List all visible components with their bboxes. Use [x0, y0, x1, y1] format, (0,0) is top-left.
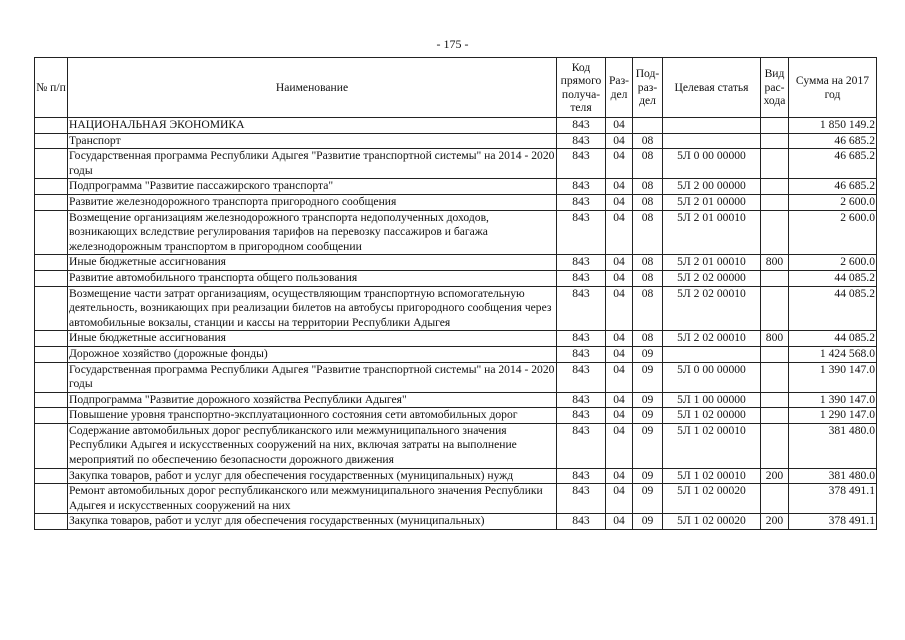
cell-vid: 200 — [761, 514, 789, 530]
cell-name: Подпрограмма "Развитие дорожного хозяйства Республики Адыгея" — [68, 392, 557, 408]
cell-vid: 800 — [761, 255, 789, 271]
cell-podrazdel: 08 — [633, 133, 663, 149]
cell-sum: 44 085.2 — [789, 270, 877, 286]
cell-name: Развитие железнодорожного транспорта пригородного сообщения — [68, 194, 557, 210]
table-row — [35, 408, 877, 424]
cell-code: 843 — [557, 362, 606, 392]
cell-code: 843 — [557, 179, 606, 195]
cell-razdel: 04 — [606, 468, 633, 484]
cell-podrazdel: 09 — [633, 468, 663, 484]
cell-podrazdel: 09 — [633, 514, 663, 530]
table-row — [35, 346, 877, 362]
header-razdel: Раз-дел — [606, 58, 633, 118]
cell-razdel: 04 — [606, 331, 633, 347]
table-row — [35, 255, 877, 271]
cell-sum: 46 685.2 — [789, 179, 877, 195]
cell-num — [35, 118, 68, 134]
header-name: Наименование — [68, 58, 557, 118]
cell-razdel: 04 — [606, 362, 633, 392]
cell-name: Возмещение части затрат организациям, осуществляющим транспортную вспомогательную деятельность, возникающих при реализации билетов на автобусы пригородного сообщения через автомобильные вокзалы, станции и кассы на территории Республики Адыгея — [68, 286, 557, 331]
cell-vid — [761, 286, 789, 331]
header-vid: Вид рас-хода — [761, 58, 789, 118]
table-row — [35, 270, 877, 286]
header-article: Целевая статья — [663, 58, 761, 118]
cell-code: 843 — [557, 286, 606, 331]
table-row — [35, 423, 877, 468]
cell-razdel: 04 — [606, 286, 633, 331]
cell-num — [35, 133, 68, 149]
cell-vid: 200 — [761, 468, 789, 484]
cell-sum: 46 685.2 — [789, 149, 877, 179]
table-row — [35, 331, 877, 347]
cell-article: 5Л 1 02 00000 — [663, 408, 761, 424]
cell-vid — [761, 392, 789, 408]
cell-razdel: 04 — [606, 210, 633, 255]
cell-name: Развитие автомобильного транспорта общего пользования — [68, 270, 557, 286]
table-row — [35, 210, 877, 255]
cell-sum: 2 600.0 — [789, 194, 877, 210]
cell-sum: 1 424 568.0 — [789, 346, 877, 362]
header-num: № п/п — [35, 58, 68, 118]
cell-name: Государственная программа Республики Адыгея "Развитие транспортной системы" на 2014 - 2020 годы — [68, 149, 557, 179]
cell-name: Повышение уровня транспортно-эксплуатационного состояния сети автомобильных дорог — [68, 408, 557, 424]
cell-name: НАЦИОНАЛЬНАЯ ЭКОНОМИКА — [68, 118, 557, 134]
cell-razdel: 04 — [606, 514, 633, 530]
cell-razdel: 04 — [606, 484, 633, 514]
cell-name: Ремонт автомобильных дорог республиканского или межмуниципального значения Республики Адыгея и искусственных сооружений на них — [68, 484, 557, 514]
cell-sum: 1 390 147.0 — [789, 362, 877, 392]
cell-podrazdel: 09 — [633, 362, 663, 392]
cell-name: Государственная программа Республики Адыгея "Развитие транспортной системы" на 2014 - 2020 годы — [68, 362, 557, 392]
cell-razdel: 04 — [606, 408, 633, 424]
cell-code: 843 — [557, 133, 606, 149]
cell-razdel: 04 — [606, 133, 633, 149]
cell-article: 5Л 2 01 00010 — [663, 255, 761, 271]
table-row — [35, 468, 877, 484]
table-row — [35, 286, 877, 331]
cell-podrazdel: 08 — [633, 210, 663, 255]
cell-article: 5Л 0 00 00000 — [663, 149, 761, 179]
cell-num — [35, 149, 68, 179]
cell-name: Подпрограмма "Развитие пассажирского транспорта" — [68, 179, 557, 195]
cell-sum: 381 480.0 — [789, 468, 877, 484]
table-row — [35, 392, 877, 408]
cell-vid — [761, 118, 789, 134]
cell-podrazdel: 09 — [633, 484, 663, 514]
header-row — [35, 58, 877, 118]
cell-article: 5Л 2 01 00010 — [663, 210, 761, 255]
cell-vid — [761, 210, 789, 255]
cell-podrazdel: 09 — [633, 423, 663, 468]
cell-podrazdel: 08 — [633, 286, 663, 331]
table-row — [35, 179, 877, 195]
cell-num — [35, 210, 68, 255]
cell-code: 843 — [557, 392, 606, 408]
cell-podrazdel: 09 — [633, 392, 663, 408]
cell-sum: 44 085.2 — [789, 331, 877, 347]
cell-num — [35, 484, 68, 514]
cell-code: 843 — [557, 118, 606, 134]
cell-name: Дорожное хозяйство (дорожные фонды) — [68, 346, 557, 362]
cell-article — [663, 346, 761, 362]
cell-vid — [761, 423, 789, 468]
cell-num — [35, 331, 68, 347]
header-podrazdel: Под-раз-дел — [633, 58, 663, 118]
cell-num — [35, 514, 68, 530]
cell-vid — [761, 133, 789, 149]
table-row — [35, 362, 877, 392]
cell-vid — [761, 346, 789, 362]
cell-name: Иные бюджетные ассигнования — [68, 255, 557, 271]
cell-sum: 378 491.1 — [789, 484, 877, 514]
cell-name: Возмещение организациям железнодорожного транспорта недополученных доходов, возникающих вследствие регулирования тарифов на перевозку пассажиров и багажа железнодорожным транспортом в пригородном сообщении — [68, 210, 557, 255]
cell-vid — [761, 149, 789, 179]
cell-code: 843 — [557, 346, 606, 362]
cell-sum: 46 685.2 — [789, 133, 877, 149]
cell-article: 5Л 1 00 00000 — [663, 392, 761, 408]
cell-sum: 1 290 147.0 — [789, 408, 877, 424]
table-row — [35, 149, 877, 179]
cell-article — [663, 118, 761, 134]
cell-razdel: 04 — [606, 149, 633, 179]
table-row — [35, 133, 877, 149]
table-row — [35, 514, 877, 530]
cell-podrazdel: 09 — [633, 408, 663, 424]
cell-num — [35, 255, 68, 271]
table-row — [35, 118, 877, 134]
header-code: Код прямого получа-теля — [557, 58, 606, 118]
cell-vid — [761, 270, 789, 286]
cell-article — [663, 133, 761, 149]
cell-razdel: 04 — [606, 346, 633, 362]
cell-name: Закупка товаров, работ и услуг для обеспечения государственных (муниципальных) нужд — [68, 468, 557, 484]
cell-num — [35, 408, 68, 424]
cell-code: 843 — [557, 149, 606, 179]
cell-name: Закупка товаров, работ и услуг для обеспечения государственных (муниципальных) — [68, 514, 557, 530]
cell-sum: 1 850 149.2 — [789, 118, 877, 134]
cell-vid — [761, 194, 789, 210]
budget-table — [34, 57, 877, 530]
cell-vid: 800 — [761, 331, 789, 347]
cell-num — [35, 179, 68, 195]
cell-podrazdel: 08 — [633, 179, 663, 195]
cell-razdel: 04 — [606, 423, 633, 468]
page-number: - 175 - — [436, 37, 469, 51]
cell-vid — [761, 179, 789, 195]
cell-name: Транспорт — [68, 133, 557, 149]
cell-razdel: 04 — [606, 194, 633, 210]
cell-num — [35, 392, 68, 408]
header-sum: Сумма на 2017 год — [789, 58, 877, 118]
cell-article: 5Л 2 01 00000 — [663, 194, 761, 210]
cell-sum: 381 480.0 — [789, 423, 877, 468]
cell-razdel: 04 — [606, 392, 633, 408]
cell-razdel: 04 — [606, 179, 633, 195]
cell-num — [35, 270, 68, 286]
table-row — [35, 194, 877, 210]
cell-article: 5Л 2 02 00010 — [663, 286, 761, 331]
cell-article: 5Л 1 02 00010 — [663, 423, 761, 468]
cell-code: 843 — [557, 331, 606, 347]
cell-code: 843 — [557, 210, 606, 255]
cell-article: 5Л 2 00 00000 — [663, 179, 761, 195]
cell-razdel: 04 — [606, 270, 633, 286]
cell-podrazdel: 09 — [633, 346, 663, 362]
cell-sum: 2 600.0 — [789, 255, 877, 271]
cell-code: 843 — [557, 468, 606, 484]
cell-podrazdel: 08 — [633, 331, 663, 347]
cell-vid — [761, 362, 789, 392]
cell-article: 5Л 1 02 00020 — [663, 484, 761, 514]
cell-num — [35, 423, 68, 468]
cell-num — [35, 362, 68, 392]
cell-article: 5Л 0 00 00000 — [663, 362, 761, 392]
cell-code: 843 — [557, 270, 606, 286]
cell-razdel: 04 — [606, 118, 633, 134]
cell-vid — [761, 484, 789, 514]
cell-article: 5Л 2 02 00000 — [663, 270, 761, 286]
cell-article: 5Л 1 02 00020 — [663, 514, 761, 530]
cell-code: 843 — [557, 408, 606, 424]
cell-code: 843 — [557, 514, 606, 530]
cell-podrazdel: 08 — [633, 255, 663, 271]
cell-podrazdel: 08 — [633, 149, 663, 179]
cell-sum: 1 390 147.0 — [789, 392, 877, 408]
cell-sum: 378 491.1 — [789, 514, 877, 530]
cell-code: 843 — [557, 484, 606, 514]
cell-name: Иные бюджетные ассигнования — [68, 331, 557, 347]
cell-code: 843 — [557, 423, 606, 468]
cell-num — [35, 194, 68, 210]
cell-vid — [761, 408, 789, 424]
cell-num — [35, 346, 68, 362]
cell-podrazdel: 08 — [633, 270, 663, 286]
cell-num — [35, 468, 68, 484]
cell-sum: 2 600.0 — [789, 210, 877, 255]
cell-article: 5Л 1 02 00010 — [663, 468, 761, 484]
cell-name: Содержание автомобильных дорог республиканского или межмуниципального значения Республики Адыгея и искусственных сооружений на них, включая затраты на выполнение мероприятий по обеспечению безопасности дорожного движения — [68, 423, 557, 468]
table-row — [35, 484, 877, 514]
cell-article: 5Л 2 02 00010 — [663, 331, 761, 347]
cell-code: 843 — [557, 194, 606, 210]
cell-podrazdel — [633, 118, 663, 134]
cell-sum: 44 085.2 — [789, 286, 877, 331]
cell-code: 843 — [557, 255, 606, 271]
cell-podrazdel: 08 — [633, 194, 663, 210]
cell-num — [35, 286, 68, 331]
cell-razdel: 04 — [606, 255, 633, 271]
